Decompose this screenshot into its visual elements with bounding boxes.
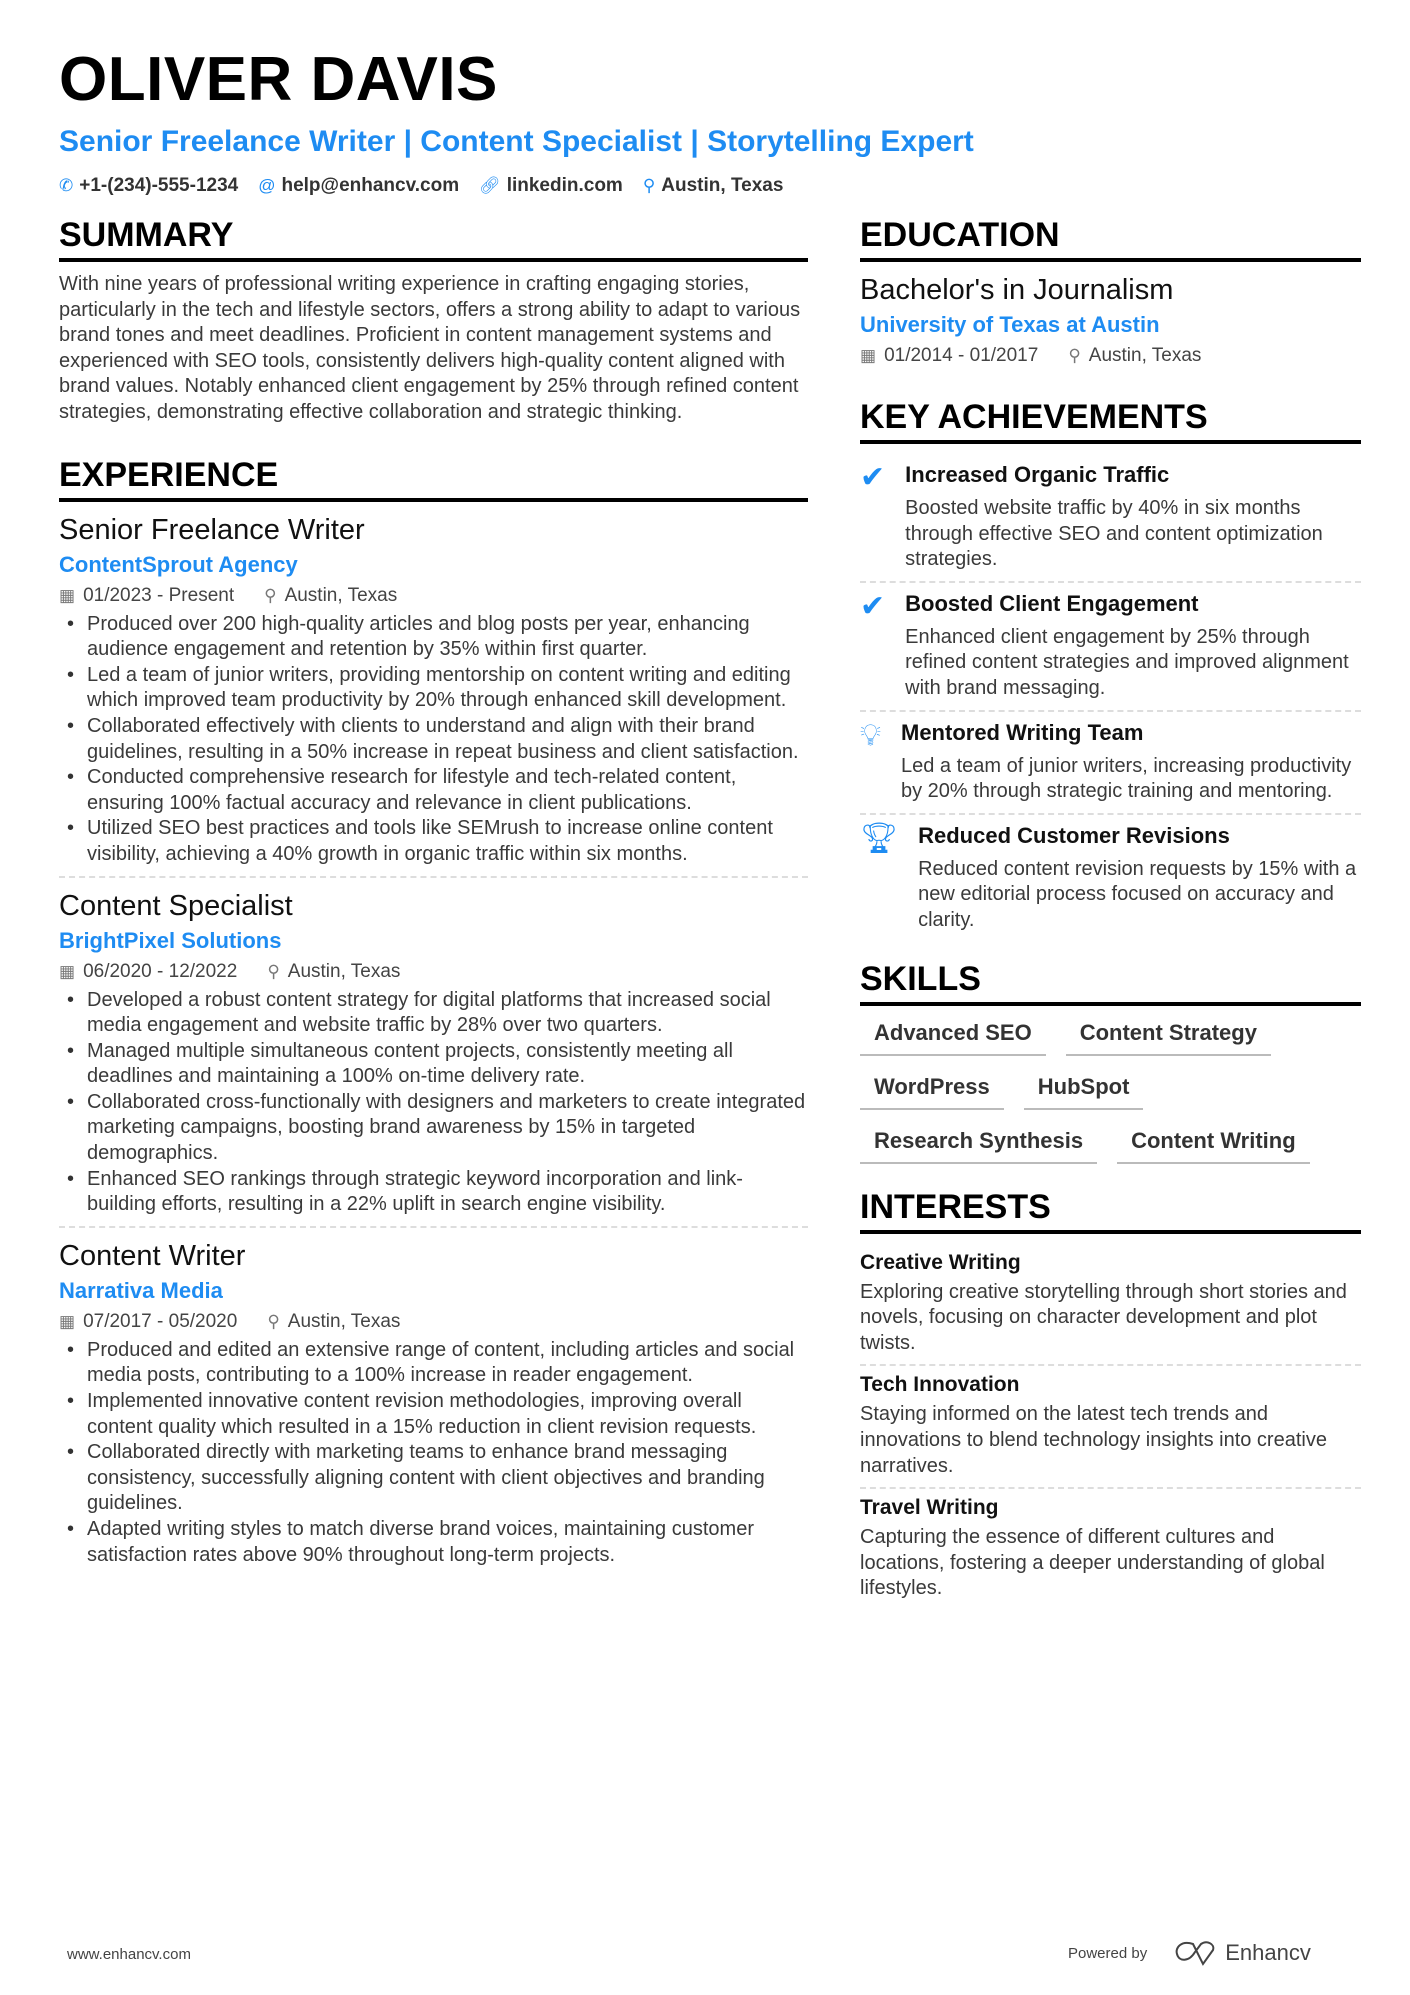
achievement-text: Boosted website traffic by 40% in six months through effective SEO and content optimization strategies.: [905, 497, 1323, 571]
location-wrap: [267, 958, 400, 986]
job-meta: [59, 1308, 808, 1336]
degree: Bachelor's in Journalism: [860, 274, 1174, 306]
dates-wrap: [59, 1308, 237, 1336]
section-heading: INTERESTS: [860, 1186, 1361, 1234]
location-pin-icon: ⚲: [642, 176, 656, 195]
skill-tag: Content Strategy: [1066, 1020, 1271, 1056]
job-company: BrightPixel Solutions: [59, 927, 282, 953]
check-icon: ✔: [860, 589, 886, 623]
job-bullets: [59, 612, 808, 868]
achievements-section: [860, 396, 1361, 942]
job-role: Senior Freelance Writer: [59, 513, 365, 546]
location-pin-icon: ⚲: [1068, 346, 1081, 365]
footer-branding: [1068, 1940, 1311, 1966]
job-company: ContentSprout Agency: [59, 551, 298, 577]
job-bullets: [59, 988, 808, 1218]
interest-item: [860, 1489, 1361, 1610]
interests-section: [860, 1186, 1361, 1610]
job-entry: [59, 512, 808, 878]
location-wrap: [267, 1308, 400, 1336]
interest-title: Tech Innovation: [860, 1373, 1020, 1397]
bullet-item: • Produced and edited an extensive range of content, including articles and social media posts, contributing to a 100% increase in reader engagement.: [59, 1338, 808, 1389]
job-meta: [59, 582, 808, 610]
email[interactable]: help@enhancv.com: [281, 175, 460, 196]
phone: +1-(234)-555-1234: [79, 175, 239, 196]
link-icon: 🔗︎: [479, 176, 501, 195]
enhancv-logo-icon: [1173, 1940, 1219, 1966]
location-pin-icon: ⚲: [264, 585, 277, 605]
skill-tag: Content Writing: [1117, 1128, 1310, 1164]
bullet-item: • Managed multiple simultaneous content projects, consistently meeting all deadlines and maintaining a 100% on-time delivery rate.: [59, 1039, 808, 1090]
bullet-item: • Utilized SEO best practices and tools like SEMrush to increase online content visibility, achieving a 40% growth in organic traffic within six months.: [59, 816, 808, 867]
interest-item: [860, 1366, 1361, 1489]
trophy-icon: 🏆︎: [860, 821, 899, 855]
job-location: Austin, Texas: [284, 584, 398, 606]
bullet-item: • Conducted comprehensive research for lifestyle and tech-related content, ensuring 100% factual accuracy and relevance in client publications.: [59, 765, 808, 816]
achievement-body: [905, 589, 1361, 702]
achievement-text: Enhanced client engagement by 25% through refined content strategies and improved alignment with brand messaging.: [905, 625, 1349, 699]
at-icon: @: [258, 176, 276, 195]
job-role: Content Writer: [59, 1239, 246, 1272]
achievement-item: [860, 815, 1361, 942]
job-bullets: [59, 1338, 808, 1568]
candidate-name: OLIVER DAVIS: [59, 45, 498, 114]
education-section: [860, 214, 1361, 370]
footer-website[interactable]: www.enhancv.com: [67, 1946, 191, 1963]
calendar-icon: ▦: [860, 346, 877, 365]
skill-tag: WordPress: [860, 1074, 1004, 1110]
candidate-title: Senior Freelance Writer | Content Specialist | Storytelling Expert: [59, 125, 974, 158]
achievement-title: Boosted Client Engagement: [905, 590, 1199, 616]
job-location: Austin, Texas: [287, 960, 401, 982]
achievement-title: Increased Organic Traffic: [905, 462, 1170, 487]
skill-tag: HubSpot: [1024, 1074, 1144, 1110]
job-dates: 01/2023 - Present: [83, 584, 235, 606]
linkedin-link[interactable]: linkedin.com: [506, 175, 623, 196]
achievement-item: [860, 712, 1361, 815]
phone-icon: ✆: [59, 176, 74, 195]
left-column: [59, 214, 808, 1586]
bullet-item: • Collaborated cross-functionally with designers and marketers to create integrated marketing campaigns, boosting brand awareness by 15% in targeted demographics.: [59, 1090, 808, 1167]
interest-item: [860, 1244, 1361, 1367]
location-pin-icon: ⚲: [267, 1311, 280, 1331]
experience-section: [59, 454, 808, 1577]
bullet-item: • Implemented innovative content revision methodologies, improving overall content quality which resulted in a 15% reduction in client revision requests.: [59, 1389, 808, 1440]
dates-wrap: [59, 958, 237, 986]
section-heading: EDUCATION: [860, 214, 1361, 262]
right-column: [860, 214, 1361, 1610]
interest-title: Creative Writing: [860, 1250, 1021, 1274]
achievement-item: [860, 454, 1361, 583]
achievement-item: [860, 583, 1361, 712]
bullet-item: • Produced over 200 high-quality articles and blog posts per year, enhancing audience engagement and retention by 35% within first quarter.: [59, 612, 808, 663]
dates: 01/2014 - 01/2017: [884, 345, 1039, 366]
location: Austin, Texas: [661, 175, 784, 196]
resume-header: [59, 44, 1359, 197]
location-wrap: [264, 582, 397, 610]
bullet-item: • Developed a robust content strategy for digital platforms that increased social media engagement and website traffic by 28% over two quarters.: [59, 988, 808, 1039]
brand-name: Enhancv: [1225, 1940, 1311, 1965]
achievement-body: [905, 460, 1361, 573]
location-pin-icon: ⚲: [267, 961, 280, 981]
job-meta: [59, 958, 808, 986]
summary-section: [59, 214, 808, 426]
section-heading: EXPERIENCE: [59, 454, 808, 502]
bullet-item: • Enhanced SEO rankings through strategic keyword incorporation and link-building efforts, resulting in a 22% uplift in search engine visibility.: [59, 1167, 808, 1218]
job-company: Narrativa Media: [59, 1277, 223, 1303]
job-location: Austin, Texas: [287, 1310, 401, 1332]
job-entry: [59, 1238, 808, 1576]
bullet-item: • Collaborated effectively with clients to understand and align with their brand guidelines, resulting in a 50% increase in repeat business and client satisfaction.: [59, 714, 808, 765]
powered-by-label: Powered by: [1068, 1944, 1148, 1962]
calendar-icon: ▦: [59, 585, 76, 605]
lightbulb-icon: 💡︎: [860, 718, 881, 752]
bullet-item: • Led a team of junior writers, providing mentorship on content writing and editing which improved team productivity by 20% through enhanced skill development.: [59, 663, 808, 714]
job-entry: [59, 888, 808, 1228]
location: Austin, Texas: [1088, 345, 1202, 366]
enhancv-logo: [1173, 1940, 1311, 1966]
skills-section: [860, 958, 1361, 1164]
section-heading: KEY ACHIEVEMENTS: [860, 396, 1361, 444]
calendar-icon: ▦: [59, 1311, 76, 1331]
interest-text: Exploring creative storytelling through short stories and novels, focusing on character development and plot twists.: [860, 1280, 1347, 1354]
contact-info: [59, 175, 1359, 197]
interest-title: Travel Writing: [860, 1496, 999, 1520]
skill-tag: Research Synthesis: [860, 1128, 1097, 1164]
school: University of Texas at Austin: [860, 312, 1160, 337]
summary-text: With nine years of professional writing experience in crafting engaging stories, particularly in the tech and lifestyle sectors, offers a strong ability to adapt to various brand tones and meet deadlines. Proficient in content management systems and experienced with SEO tools, consistently delivers high-quality content aligned with brand values. Notably enhanced client engagement by 25% through refined content strategies, demonstrating effective collaboration and strategic thinking.: [59, 273, 801, 423]
achievement-title: Mentored Writing Team: [901, 719, 1144, 745]
bullet-item: • Collaborated directly with marketing teams to enhance brand messaging consistency, successfully aligning content with client objectives and branding guidelines.: [59, 1440, 808, 1517]
achievement-body: [901, 718, 1361, 805]
achievement-body: [918, 821, 1361, 934]
calendar-icon: ▦: [59, 961, 76, 981]
dates-wrap: [59, 582, 234, 610]
achievement-text: Led a team of junior writers, increasing productivity by 20% through strategic training and mentoring.: [901, 754, 1352, 803]
section-heading: SKILLS: [860, 958, 1361, 1006]
job-dates: 07/2017 - 05/2020: [83, 1310, 238, 1332]
achievement-title: Reduced Customer Revisions: [918, 822, 1230, 848]
check-icon: ✔: [860, 461, 886, 494]
job-dates: 06/2020 - 12/2022: [83, 960, 238, 982]
skill-tag: Advanced SEO: [860, 1020, 1046, 1056]
achievement-text: Reduced content revision requests by 15% with a new editorial process focused on accuracy and clarity.: [918, 857, 1357, 931]
interest-text: Staying informed on the latest tech trends and innovations to blend technology insights into creative narratives.: [860, 1403, 1327, 1477]
interest-text: Capturing the essence of different cultures and locations, fostering a deeper understanding of global lifestyles.: [860, 1526, 1325, 1600]
job-role: Content Specialist: [59, 889, 293, 922]
bullet-item: • Adapted writing styles to match diverse brand voices, maintaining customer satisfaction rates above 90% throughout long-term projects.: [59, 1517, 808, 1568]
section-heading: SUMMARY: [59, 214, 808, 262]
